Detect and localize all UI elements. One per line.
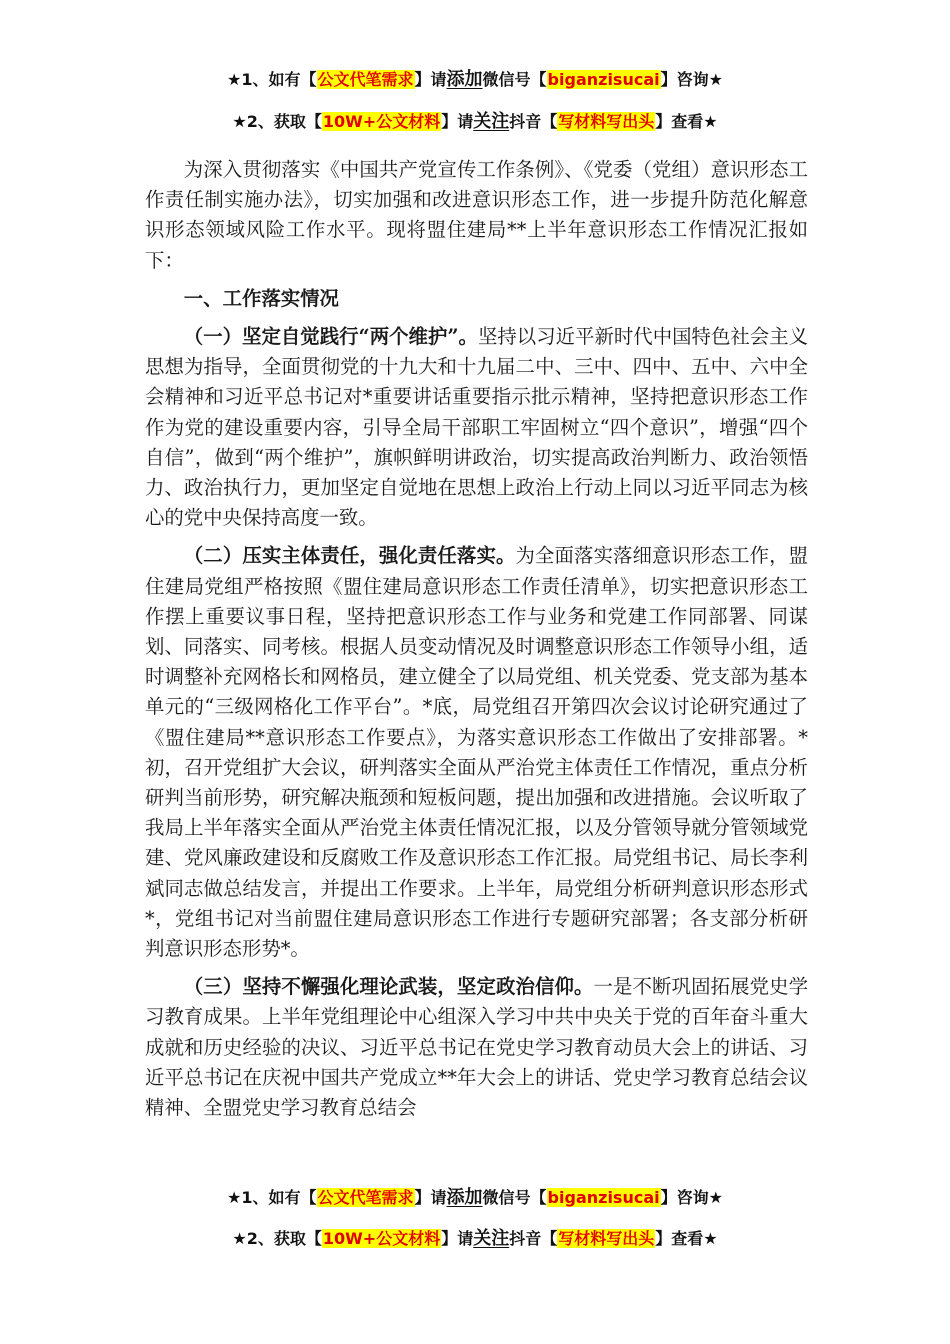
promo-text: 微信号【 (482, 70, 547, 89)
promo-text: 】咨询★ (660, 1188, 723, 1207)
promo-text: 抖音【 (509, 1229, 558, 1248)
promo-douyin-id: 写材料写出头 (558, 112, 655, 131)
promo-text: 抖音【 (509, 112, 558, 131)
promo-emphasis: 关注 (473, 111, 510, 132)
promo-banner-line-1 (0, 68, 950, 92)
promo-text: ★1、如有【 (227, 70, 317, 89)
paragraph-text: 一是不断巩固拓展党史学习教育成果。上半年党组理论中心组深入学习中共中央关于党的百年奋斗重大成就和历史经验的决议、习近平总书记在党史学习教育动员大会上的讲话、习近平总书记在庆祝中国共产党成立**年大会上的讲话、党史学习教育总结会议精神、全盟党史学习教育总结会 (145, 975, 809, 1120)
promo-text: ★2、获取【 (232, 1229, 322, 1248)
promo-text: 】查看★ (655, 1229, 718, 1248)
promo-text: 】咨询★ (660, 70, 723, 89)
promo-text: 】查看★ (655, 112, 718, 131)
promo-text: 】请 (441, 1229, 474, 1248)
promo-text: 】请 (414, 70, 447, 89)
paragraph-lead: （一）坚定自觉践行“两个维护”。 (183, 325, 478, 349)
promo-emphasis: 关注 (473, 1228, 510, 1249)
paragraph-3 (145, 972, 808, 1123)
promo-footer-line-1 (0, 1186, 950, 1210)
paragraph-1 (145, 322, 808, 533)
paragraph-text: 为全面落实落细意识形态工作，盟住建局党组严格按照《盟住建局意识形态工作责任清单》，切实把意识形态工作摆上重要议事日程，坚持把意识形态工作与业务和党建工作同部署、同谋划、同落实、同考核。根据人员变动情况及时调整意识形态工作领导小组，适时调整补充网格长和网格员，建立健全了以局党组、机关党委、党支部为基本单元的“三级网格化工作平台”。*底，局党组召开第四次会议讨论研究通过了《盟住建局**意识形态工作要点》，为落实意识形态工作做出了安排部署。*初，召开党组扩大会议，研判落实全面从严治党主体责任工作情况，重点分析研判当前形势，研究解决瓶颈和短板问题，提出加强和改进措施。会议听取了我局上半年落实全面从严治党主体责任情况汇报，以及分管领导就分管领域党建、党风廉政建设和反腐败工作及意识形态工作汇报。局党组书记、局长李利斌同志做总结发言，并提出工作要求。上半年，局党组分析研判意识形态形式*，党组书记对当前盟住建局意识形态工作进行专题研究部署；各支部分析研判意识形态形势*。 (145, 544, 808, 961)
promo-wechat-id: biganzisucai (547, 70, 660, 89)
promo-banner-line-2 (0, 110, 950, 134)
paragraph-lead: （二）压实主体责任，强化责任落实。 (183, 544, 516, 568)
promo-text: 微信号【 (482, 1188, 547, 1207)
promo-highlight: 10W+公文材料 (322, 1229, 441, 1248)
promo-text: ★2、获取【 (232, 112, 322, 131)
document-body (145, 155, 808, 1131)
promo-douyin-id: 写材料写出头 (558, 1229, 655, 1248)
promo-text: 】请 (441, 112, 474, 131)
intro-paragraph: 为深入贯彻落实《中国共产党宣传工作条例》、《党委（党组）意识形态工作责任制实施办法》，切实加强和改进意识形态工作，进一步提升防范化解意识形态领域风险工作水平。现将盟住建局**上半年意识形态工作情况汇报如下： (145, 158, 808, 272)
promo-footer-line-2 (0, 1227, 950, 1251)
promo-highlight: 公文代笔需求 (317, 70, 414, 89)
promo-wechat-id: biganzisucai (547, 1188, 660, 1207)
promo-emphasis: 添加 (446, 1187, 483, 1208)
paragraph-lead: （三）坚持不懈强化理论武装，坚定政治信仰。 (183, 975, 594, 999)
paragraph-2 (145, 541, 808, 964)
promo-text: ★1、如有【 (227, 1188, 317, 1207)
promo-text: 】请 (414, 1188, 447, 1207)
section-heading: 一、工作落实情况 (183, 286, 339, 310)
promo-highlight: 10W+公文材料 (322, 112, 441, 131)
paragraph-text: 坚持以习近平新时代中国特色社会主义思想为指导，全面贯彻党的十九大和十九届二中、三中、四中、五中、六中全会精神和习近平总书记对*重要讲话重要指示批示精神，坚持把意识形态工作作为党的建设重要内容，引导全局干部职工牢固树立“四个意识”，增强“四个自信”，做到“两个维护”，旗帜鲜明讲政治，切实提高政治判断力、政治领悟力、政治执行力，更加坚定自觉地在思想上政治上行动上同以习近平同志为核心的党中央保持高度一致。 (145, 325, 808, 530)
promo-highlight: 公文代笔需求 (317, 1188, 414, 1207)
promo-emphasis: 添加 (446, 69, 483, 90)
